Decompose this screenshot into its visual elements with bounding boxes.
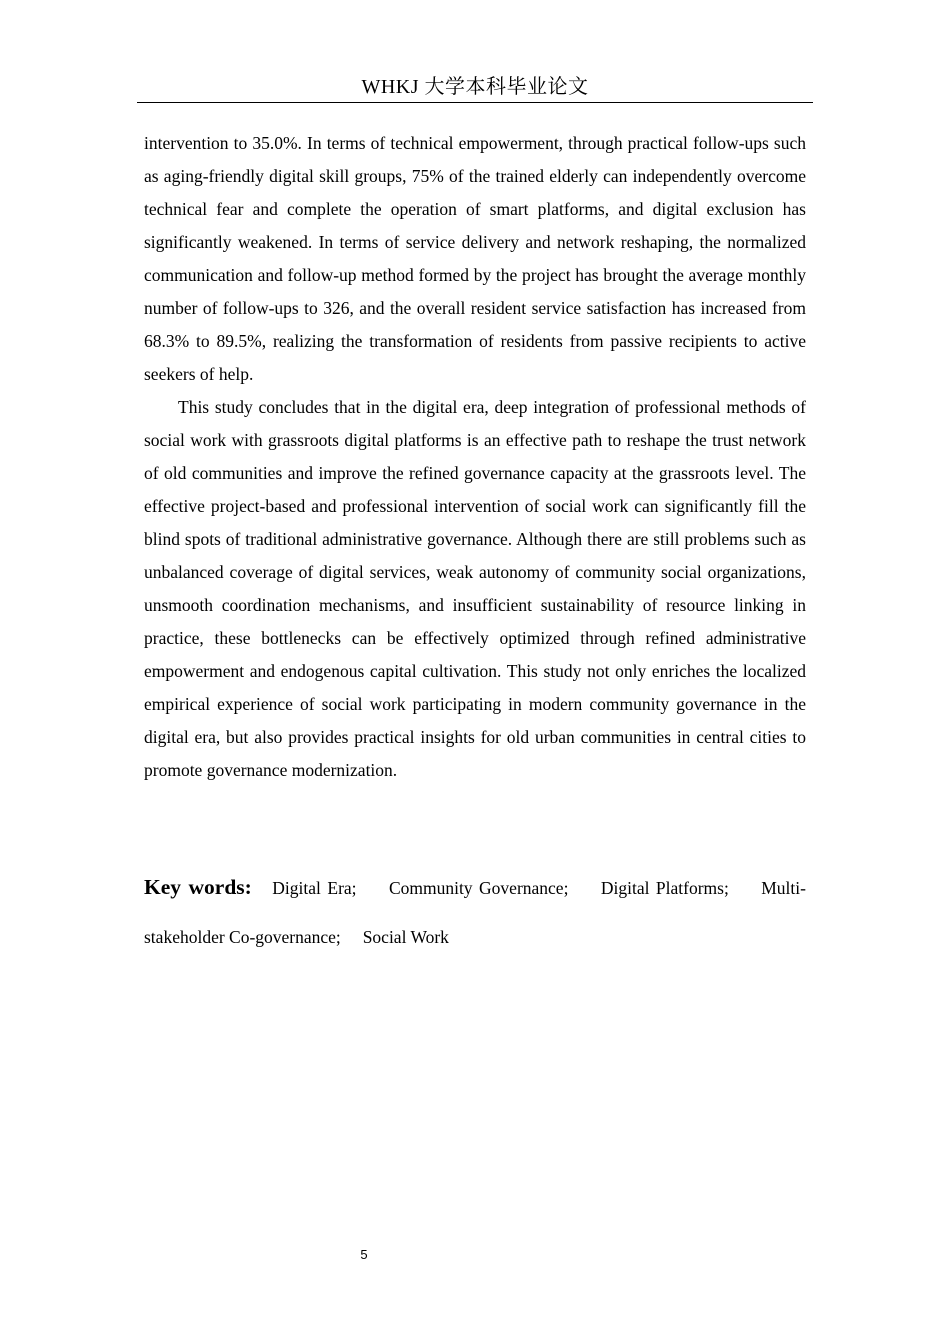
keyword-item: Social Work (362, 927, 449, 947)
keyword-item: Community Governance; (388, 878, 569, 898)
body-text (144, 127, 806, 787)
keyword-item: Multi-stakeholder Co-governance; (144, 878, 806, 947)
page-number: 5 (360, 1247, 368, 1262)
keyword-item: Digital Platforms; (600, 878, 729, 898)
paragraph-conclusion: This study concludes that in the digital era, deep integration of professional methods of social work with grassroots digital platforms is an effective path to reshape the trust network of old communities and improve the refined governance capacity at the grassroots level. The effective project-based and professional intervention of social work can significantly fill the blind spots of traditional administrative governance. Although there are still problems such as unbalanced coverage of digital services, weak autonomy of community social organizations, unsmooth coordination mechanisms, and insufficient sustainability of resource linking in practice, these bottlenecks can be effectively optimized through refined administrative empowerment and endogenous capital cultivation. This study not only enriches the localized empirical experience of social work participating in modern community governance in the digital era, but also provides practical insights for old urban communities in central cities to promote governance modernization. (144, 397, 806, 780)
keyword-item: Digital Era; (272, 878, 357, 898)
header-title: WHKJ 大学本科毕业论文 (361, 76, 589, 98)
keywords-section (144, 863, 806, 962)
paragraph-continuation: intervention to 35.0%. In terms of technical empowerment, through practical follow-ups such as aging-friendly digital skill groups, 75% of the trained elderly can independently overcome technical fear and complete the operation of smart platforms, and digital exclusion has significantly weakened. In terms of service delivery and network reshaping, the normalized communication and follow-up method formed by the project has brought the average monthly number of follow-ups to 326, and the overall resident service satisfaction has increased from 68.3% to 89.5%, realizing the transformation of residents from passive recipients to active seekers of help. (144, 133, 806, 384)
page-header (137, 72, 813, 103)
keywords-label: Key words: (144, 875, 252, 899)
